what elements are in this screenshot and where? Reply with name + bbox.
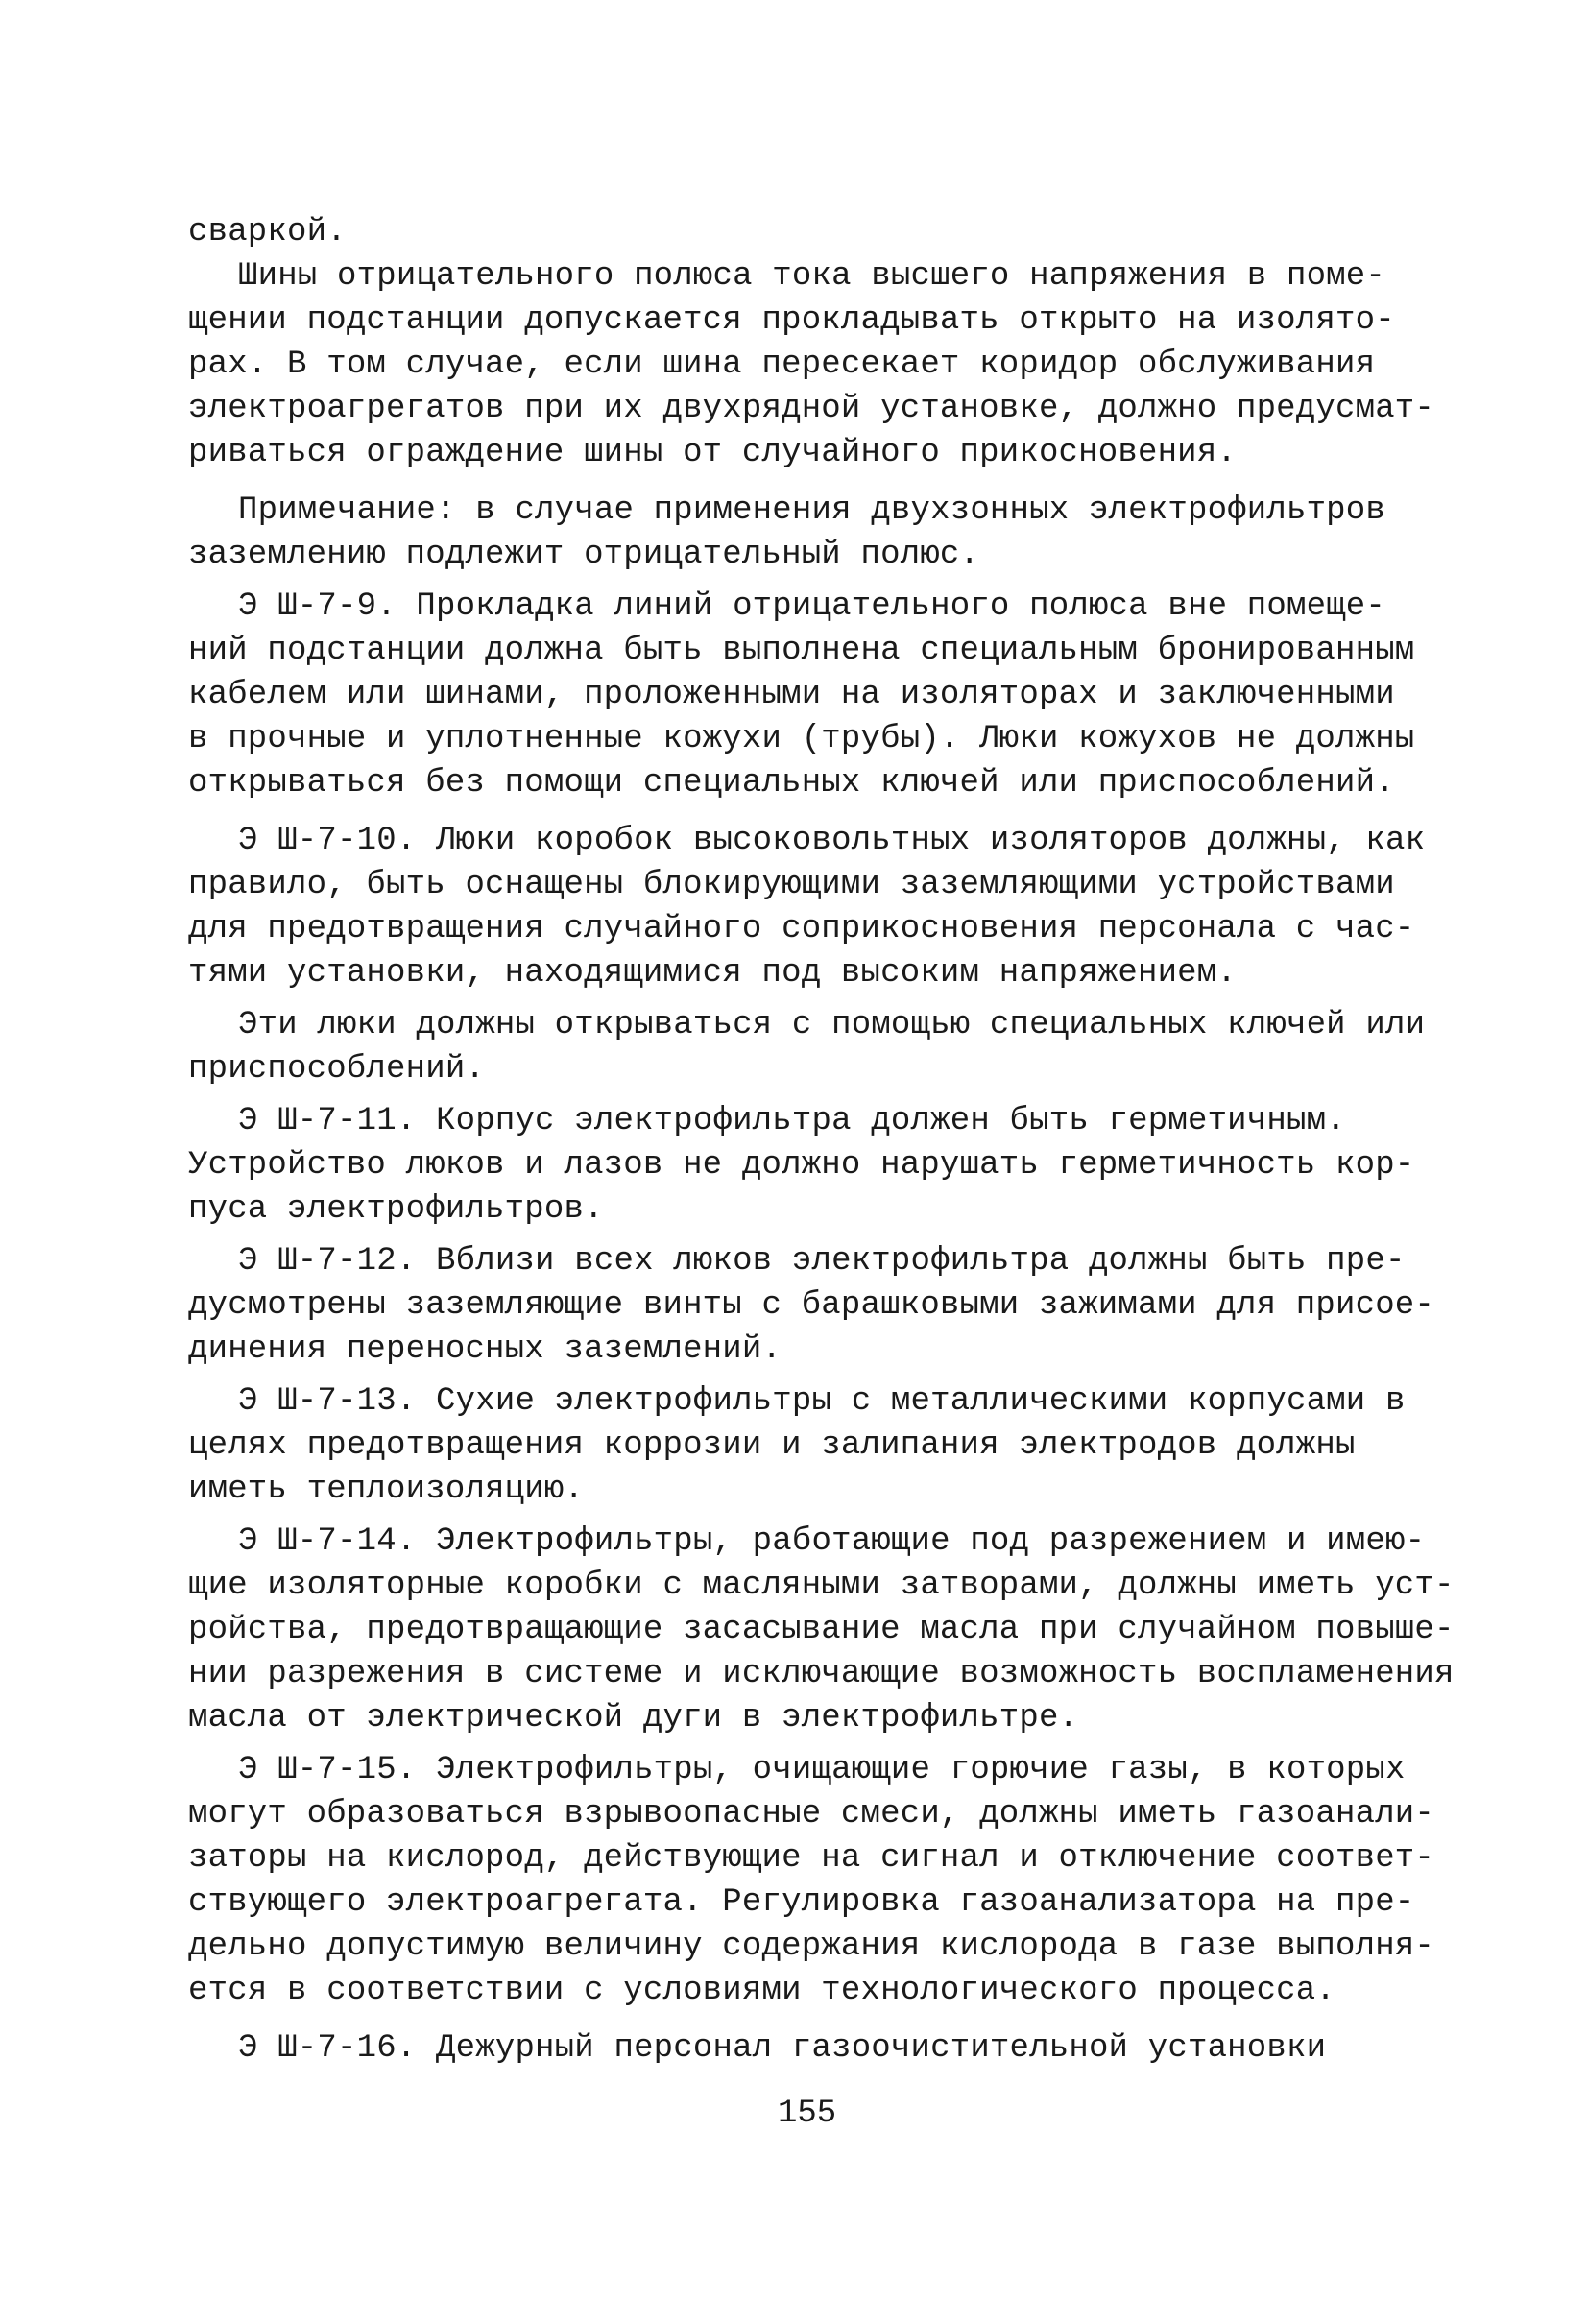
text-line: Устройство люков и лазов не должно нарушать герметичность кор- <box>188 1147 1415 1184</box>
text-line: заземлению подлежит отрицательный полюс. <box>188 537 980 573</box>
text-line: заторы на кислород, действующие на сигнал и отключение соответ- <box>188 1840 1435 1877</box>
text-line: в прочные и уплотненные кожухи (трубы). Люки кожухов не должны <box>188 721 1415 757</box>
text-line: электроагрегатов при их двухрядной установке, должно предусмат- <box>188 391 1435 427</box>
text-line: ствующего электроагрегата. Регулировка газоанализатора на пре- <box>188 1884 1415 1921</box>
text-line: динения переносных заземлений. <box>188 1331 782 1368</box>
text-line: тями установки, находящимися под высоким напряжением. <box>188 955 1237 992</box>
text-line: правило, быть оснащены блокирующими заземляющими устройствами <box>188 867 1395 903</box>
text-line: ний подстанции должна быть выполнена специальным бронированным <box>188 633 1415 669</box>
text-line: дельно допустимую величину содержания кислорода в газе выполня- <box>188 1929 1435 1965</box>
text-line: Э Ш-7-10. Люки коробок высоковольтных изоляторов должны, как <box>238 823 1426 859</box>
text-line: сваркой. <box>188 214 347 251</box>
text-line: целях предотвращения коррозии и залипания электродов должны <box>188 1427 1356 1464</box>
text-line: щие изоляторные коробки с масляными затворами, должны иметь уст- <box>188 1568 1455 1604</box>
text-line: могут образоваться взрывоопасные смеси, должны иметь газоанали- <box>188 1796 1435 1833</box>
text-line: дусмотрены заземляющие винты с барашковыми зажимами для присое- <box>188 1287 1435 1324</box>
text-line: открываться без помощи специальных ключей или приспособлений. <box>188 765 1395 802</box>
text-line: Э Ш-7-12. Вблизи всех люков электрофильтра должны быть пре- <box>238 1243 1406 1280</box>
text-line: Эти люки должны открываться с помощью специальных ключей или <box>238 1007 1426 1043</box>
text-line: ройства, предотвращающие засасывание масла при случайном повыше- <box>188 1612 1455 1648</box>
text-line: пуса электрофильтров. <box>188 1191 604 1228</box>
text-line: щении подстанции допускается прокладывать открыто на изолято- <box>188 302 1395 339</box>
text-line: Шины отрицательного полюса тока высшего напряжения в поме- <box>238 258 1385 295</box>
text-line: Примечание: в случае применения двухзонных электрофильтров <box>238 492 1385 529</box>
text-line: Э Ш-7-14. Электрофильтры, работающие под разрежением и имею- <box>238 1523 1426 1560</box>
text-line: ется в соответствии с условиями технологического процесса. <box>188 1973 1335 2009</box>
text-line: риваться ограждение шины от случайного прикосновения. <box>188 435 1237 471</box>
text-line: Э Ш-7-11. Корпус электрофильтра должен быть герметичным. <box>238 1103 1346 1139</box>
text-line: для предотвращения случайного соприкосновения персонала с час- <box>188 911 1415 947</box>
text-line: Э Ш-7-13. Сухие электрофильтры с металлическими корпусами в <box>238 1383 1406 1420</box>
text-line: приспособлений. <box>188 1051 486 1088</box>
page-number: 155 <box>778 2096 837 2132</box>
text-line: Э Ш-7-16. Дежурный персонал газоочистительной установки <box>238 2030 1327 2067</box>
text-line: рах. В том случае, если шина пересекает коридор обслуживания <box>188 347 1376 383</box>
text-line: иметь теплоизоляцию. <box>188 1472 585 1508</box>
text-line: Э Ш-7-9. Прокладка линий отрицательного полюса вне помеще- <box>238 588 1385 625</box>
text-line: масла от электрической дуги в электрофильтре. <box>188 1700 1079 1737</box>
text-line: Э Ш-7-15. Электрофильтры, очищающие горючие газы, в которых <box>238 1752 1406 1788</box>
text-line: нии разрежения в системе и исключающие возможность воспламенения <box>188 1656 1455 1692</box>
text-line: кабелем или шинами, проложенными на изоляторах и заключенными <box>188 677 1395 713</box>
